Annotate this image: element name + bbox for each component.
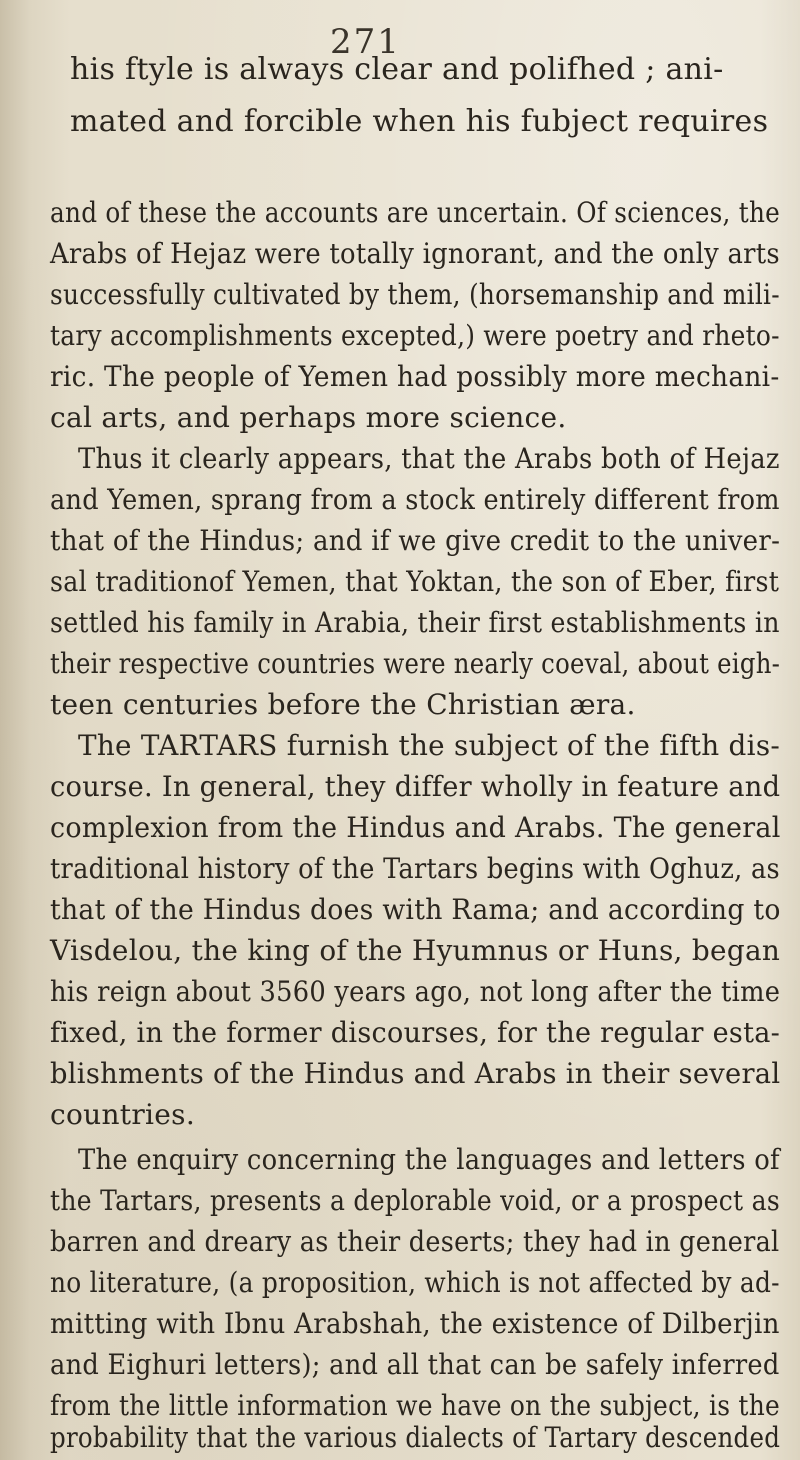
text-line: barren and dreary as their deserts; they had in general (50, 1225, 780, 1258)
text-line: no literature, (a proposition, which is not affected by ad- (50, 1266, 780, 1299)
text-line: mated and forcible when his fubject requires (70, 104, 769, 139)
text-line: that of the Hindus does with Rama; and according to (50, 893, 781, 926)
text-line: blishments of the Hindus and Arabs in their several (50, 1057, 781, 1090)
text-line: sal traditionof Yemen, that Yoktan, the son of Eber, first (50, 565, 780, 598)
text-line: Thus it clearly appears, that the Arabs both of Hejaz (78, 442, 780, 475)
text-line: teen centuries before the Christian æra. (50, 688, 636, 721)
text-line: the Tartars, presents a deplorable void, or a prospect as (50, 1184, 780, 1217)
text-line: course. In general, they differ wholly in feature and (50, 770, 781, 803)
text-line: The TARTARS furnish the subject of the fifth dis- (78, 729, 781, 762)
text-line: settled his family in Arabia, their first establishments in (50, 606, 780, 639)
text-line: ric. The people of Yemen had possibly more mechani- (50, 360, 780, 393)
text-line: cal arts, and perhaps more science. (50, 401, 567, 434)
text-line: traditional history of the Tartars begins with Oghuz, as (50, 852, 780, 885)
text-line: The enquiry concerning the languages and letters of (78, 1143, 780, 1176)
text-line: Arabs of Hejaz were totally ignorant, and the only arts (50, 237, 780, 270)
text-line: and of these the accounts are uncertain. Of sciences, the (50, 196, 781, 229)
text-line: mitting with Ibnu Arabshah, the existence of Dilberjin (50, 1307, 780, 1340)
text-line: Visdelou, the king of the Hyumnus or Huns, began (50, 934, 781, 967)
text-line: his reign about 3560 years ago, not long after the time (50, 975, 781, 1008)
text-line: from the little information we have on the subject, is the (50, 1389, 781, 1422)
text-line: tary accomplishments excepted,) were poetry and rheto- (50, 319, 780, 352)
text-line: that of the Hindus; and if we give credit to the univer- (50, 524, 781, 557)
text-line: complexion from the Hindus and Arabs. The general (50, 811, 781, 844)
text-line: probability that the various dialects of Tartary descended (50, 1421, 781, 1454)
text-line: successfully cultivated by them, (horsemanship and mili- (50, 278, 780, 311)
text-line: and Eighuri letters); and all that can be safely inferred (50, 1348, 780, 1381)
text-line: fixed, in the former discourses, for the regular esta- (50, 1016, 781, 1049)
text-line: their respective countries were nearly coeval, about eigh- (50, 647, 781, 680)
text-line: countries. (50, 1098, 196, 1131)
text-line: and Yemen, sprang from a stock entirely different from (50, 483, 780, 516)
text-line: his ftyle is always clear and polifhed ; ani- (70, 52, 724, 87)
page-number: 271 (330, 22, 401, 62)
